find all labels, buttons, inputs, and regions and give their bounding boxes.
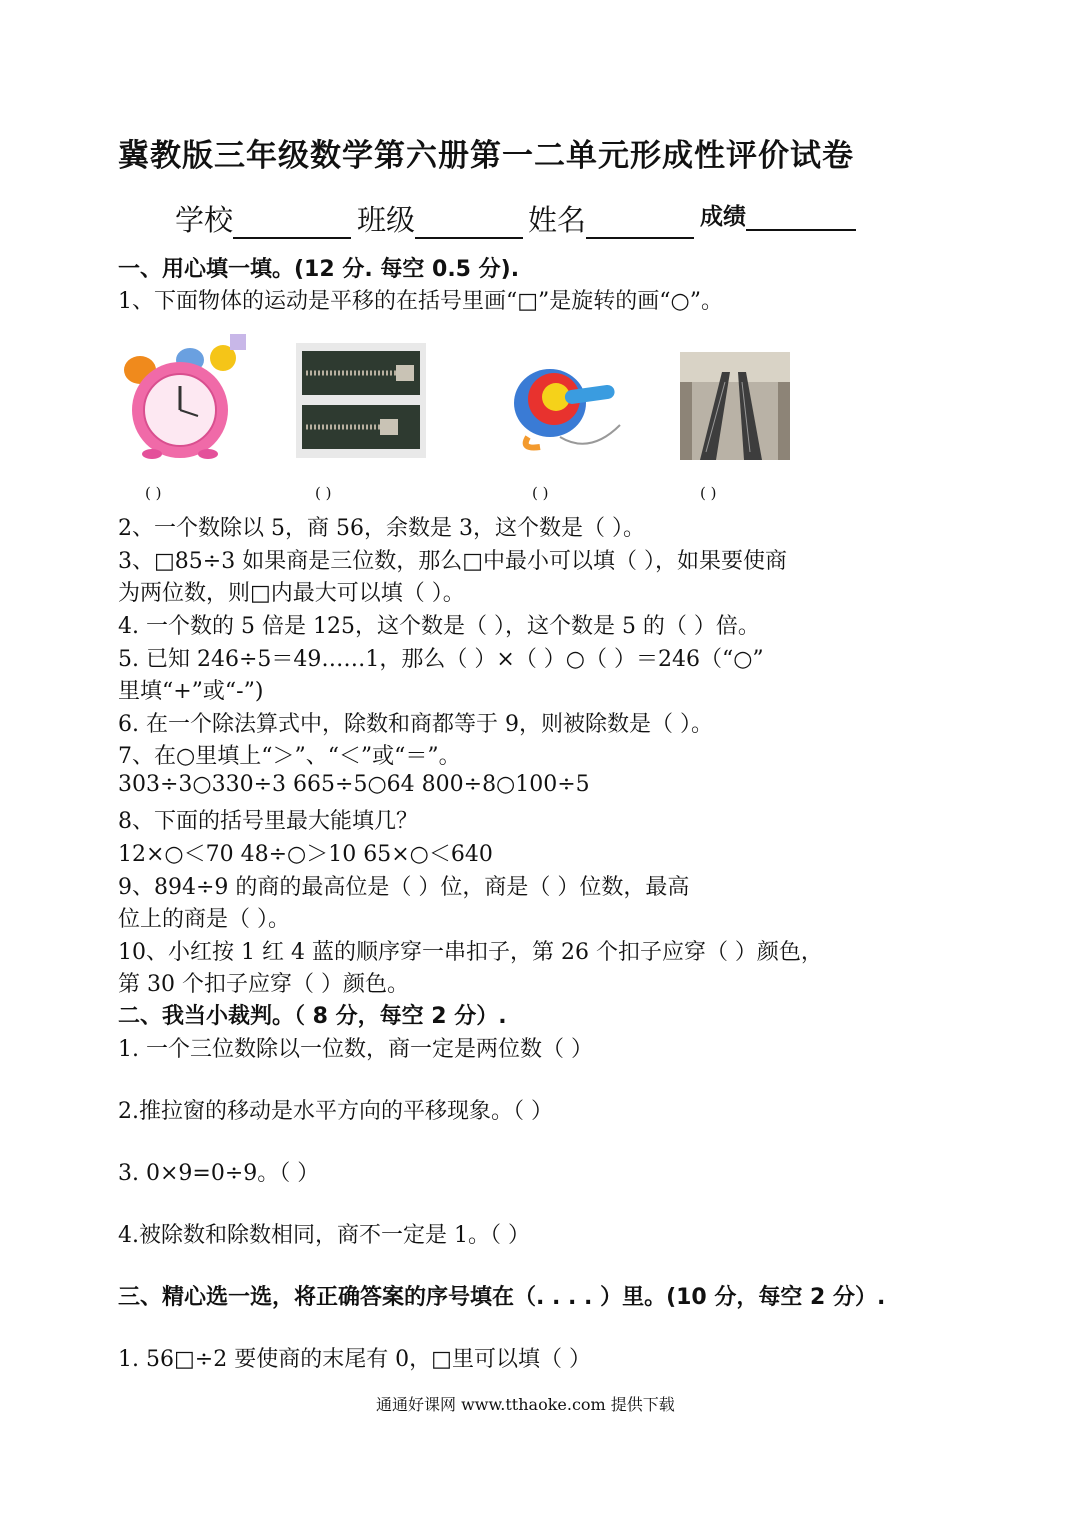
school-label: 学校 [175, 203, 234, 237]
s1-q5-line1: 5. 已知 246÷5＝49……1，那么（ ）×（ ）○（ ）＝246（“○” [118, 647, 764, 672]
s1-q10-line1: 10、小红按 1 红 4 蓝的顺序穿一串扣子，第 26 个扣子应穿（ ）颜色， [118, 940, 823, 965]
s3-q1: 1. 56□÷2 要使商的末尾有 0，□里可以填（ ） [118, 1347, 591, 1372]
school-field [175, 198, 351, 239]
s1-q6: 6. 在一个除法算式中，除数和商都等于 9，则被除数是（ ）。 [118, 712, 713, 737]
s1-q3-line2: 为两位数，则□内最大可以填（ ）。 [118, 581, 465, 606]
s1-q5-line2: 里填“+”或“-”) [118, 679, 264, 704]
s2-q3: 3. 0×9=0÷9。（ ） [118, 1161, 320, 1186]
s1-q8-items: 12×○＜70 48÷○＞10 65×○＜640 [118, 842, 493, 867]
zipper-image [296, 343, 426, 458]
s1-q3-line1: 3、□85÷3 如果商是三位数，那么□中最小可以填（ ），如果要使商 [118, 549, 787, 574]
score-field [700, 198, 856, 231]
class-blank[interactable] [415, 209, 523, 239]
name-blank[interactable] [586, 209, 694, 239]
answer-paren-2[interactable]: ( ) [315, 484, 332, 502]
name-field [528, 198, 694, 239]
page-footer: 通通好课网 www.tthaoke.com 提供下载 [376, 1395, 675, 1414]
school-blank[interactable] [233, 209, 351, 239]
section1-heading: 一、用心填一填。(12 分. 每空 0.5 分). [118, 257, 520, 282]
s1-q2: 2、一个数除以 5，商 56，余数是 3，这个数是（ ）。 [118, 516, 645, 541]
score-label: 成绩 [700, 204, 746, 230]
name-label: 姓名 [528, 203, 587, 237]
score-blank[interactable] [746, 201, 856, 231]
class-label: 班级 [357, 203, 416, 237]
s1-q4: 4. 一个数的 5 倍是 125，这个数是（ ），这个数是 5 的（ ）倍。 [118, 614, 760, 639]
escalator-image [680, 352, 790, 460]
page-title: 冀教版三年级数学第六册第一二单元形成性评价试卷 [118, 138, 854, 174]
s1-q10-line2: 第 30 个扣子应穿（ ）颜色。 [118, 972, 409, 997]
s2-q4: 4.被除数和除数相同，商不一定是 1。（ ） [118, 1223, 530, 1248]
class-field [357, 198, 523, 239]
s2-q2: 2.推拉窗的移动是水平方向的平移现象。（ ） [118, 1099, 553, 1124]
s1-q9-line2: 位上的商是（ ）。 [118, 907, 290, 932]
answer-paren-1[interactable]: ( ) [145, 484, 162, 502]
answer-paren-4[interactable]: ( ) [700, 484, 717, 502]
alarm-clock-image [118, 330, 250, 460]
s1-q9-line1: 9、894÷9 的商的最高位是（ ）位，商是（ ）位数，最高 [118, 875, 690, 900]
spinning-top-image [500, 355, 630, 455]
answer-paren-3[interactable]: ( ) [532, 484, 549, 502]
s2-q1: 1. 一个三位数除以一位数，商一定是两位数（ ） [118, 1037, 593, 1062]
s1-q7: 7、在○里填上“＞”、“＜”或“＝”。 [118, 744, 461, 769]
s1-q8: 8、下面的括号里最大能填几？ [118, 809, 418, 834]
s1-q1: 1、下面物体的运动是平移的在括号里画“□”是旋转的画“○”。 [118, 289, 723, 314]
section3-heading: 三、精心选一选，将正确答案的序号填在（. . . . ）里。(10 分，每空 2 分）. [118, 1285, 886, 1310]
section2-heading: 二、我当小裁判。（ 8 分，每空 2 分）. [118, 1004, 507, 1029]
s1-q7-items: 303÷3○330÷3 665÷5○64 800÷8○100÷5 [118, 772, 590, 797]
